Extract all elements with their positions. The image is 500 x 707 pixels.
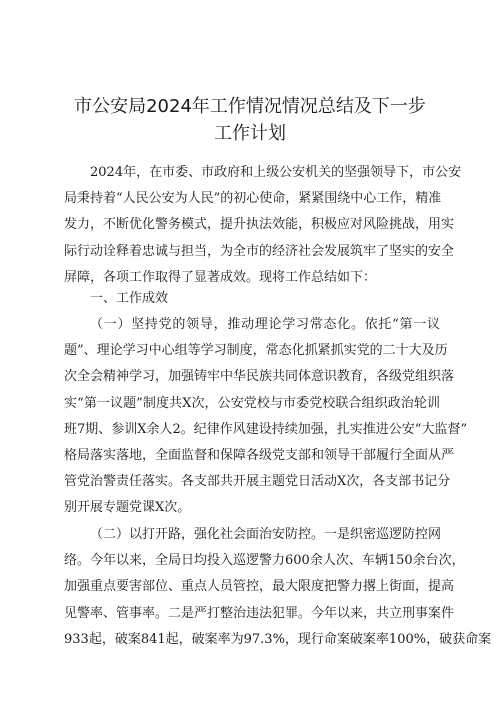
paragraph-line: 次全会精神学习，加强铸牢中华民族共同体意识教育，各级党组织落 [64, 369, 455, 385]
document-title-line-1: 市公安局2024年工作情况情况总结及下一步 [74, 96, 426, 117]
document-title-line-2: 工作计划 [214, 123, 286, 144]
intro-line: 屏障，各项工作取得了显著成效。现将工作总结如下： [64, 269, 377, 285]
paragraph-line: 格局落实落地，全面监督和保障各级党支部和领导干部履行全面从严 [64, 448, 455, 464]
intro-line: 际行动诠释着忠诚与担当，为全市的经济社会发展筑牢了坚实的安全 [64, 243, 455, 259]
paragraph-line: 管党治警责任落实。各支部共开展主题党日活动X次，各支部书记分 [64, 474, 451, 490]
paragraph-party-leadership [64, 312, 468, 522]
paragraph-line: 加强重点要害部位、重点人员管控，最大限度把警力撂上街面，提高 [64, 579, 455, 595]
intro-line: 局秉持着“人民公安为人民”的初心使命，紧紧围绕中心工作，精准 [64, 191, 442, 207]
paragraph-line: 933起，破案841起，破案率为97.3%，现行命案破案率100%，破获命案 [64, 631, 492, 647]
paragraph-line: 实“第一议题”制度共X次，公安党校与市委党校联合组织政治轮训 [64, 395, 440, 411]
paragraph-public-security [64, 522, 492, 653]
paragraph-line: （一）坚持党的领导，推动理论学习常态化。依托“第一议 [90, 317, 440, 332]
intro-paragraph [64, 160, 462, 291]
intro-line: 发力，不断优化警务模式，提升执法效能，积极应对风险挑战，用实 [64, 217, 455, 233]
paragraph-line: 班7期、参训X余人2。纪律作风建设持续加强，扎实推进公安“大监督” [64, 421, 468, 437]
paragraph-line: 别开展专题党课X次。 [64, 500, 191, 516]
paragraph-line: 题”、理论学习中心组等学习制度，常态化抓紧抓实党的二十大及历 [64, 343, 448, 359]
paragraph-line: 见警率、管事率。二是严打整治违法犯罪。今年以来，共立刑事案件 [64, 605, 455, 621]
paragraph-line: 络。今年以来，全局日均投入巡逻警力600余人次、车辆150余台次， [64, 553, 465, 569]
section-heading: 一、工作成效 [90, 291, 169, 306]
paragraph-line: （二）以打开路，强化社会面治安防控。一是织密巡逻防控网 [90, 527, 442, 542]
intro-line: 2024年，在市委、市政府和上级公安机关的坚强领导下，市公安 [90, 165, 462, 180]
